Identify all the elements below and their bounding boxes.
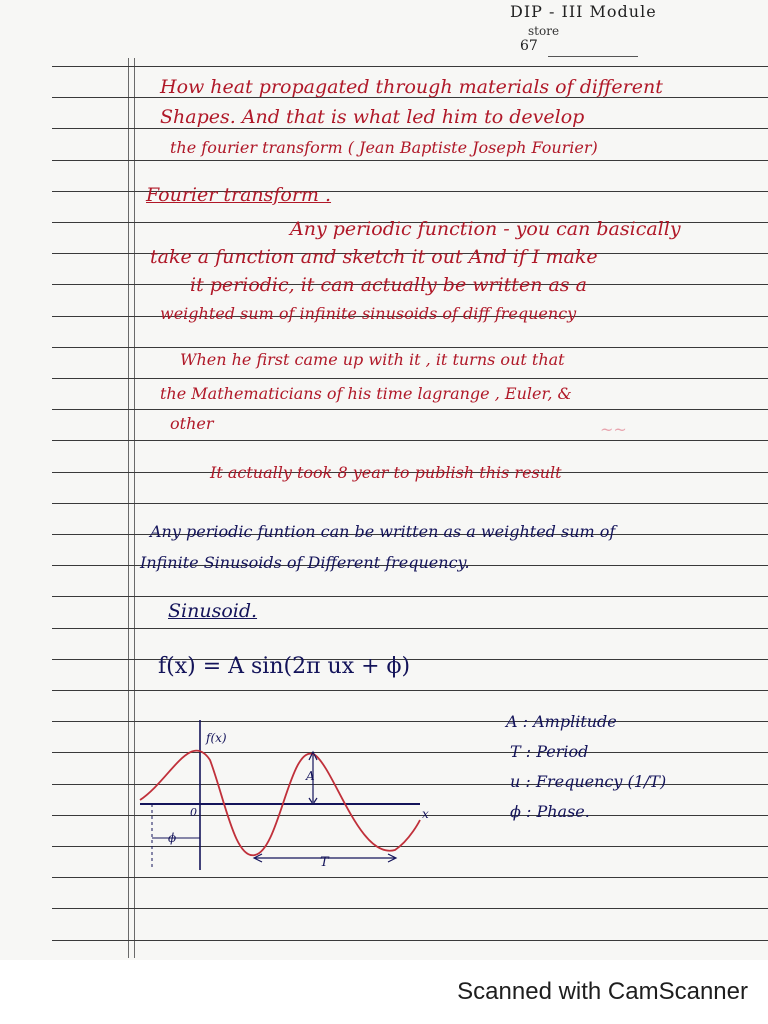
periodic-line-2: take a function and sketch it out And if I make xyxy=(150,246,598,268)
periodic-line-3: it periodic, it can actually be written as a xyxy=(190,274,587,296)
sinusoid-graph xyxy=(130,720,430,870)
header-underline xyxy=(548,56,638,57)
periodic-line-4: weighted sum of infinite sinusoids of diff frequency xyxy=(160,304,577,323)
legend-period: T : Period xyxy=(510,742,589,761)
x-axis-label: x xyxy=(422,807,429,821)
periodic-line-1: Any periodic function - you can basically xyxy=(290,218,681,240)
history-line-1: When he first came up with it , it turns out that xyxy=(180,350,565,369)
header-store: store xyxy=(528,24,560,38)
scanner-footer xyxy=(0,960,768,1024)
legend-phase: ϕ : Phase. xyxy=(510,802,590,821)
history-line-2: the Mathematicians of his time lagrange , Euler, & xyxy=(160,384,572,403)
ruled-line xyxy=(52,66,768,67)
header-page-number: 67 xyxy=(520,38,538,54)
ruled-line xyxy=(52,160,768,161)
ruled-line xyxy=(52,596,768,597)
ink-smudge: ~~ xyxy=(600,420,627,439)
origin-label: 0 xyxy=(190,806,197,819)
sine-curve xyxy=(140,751,420,856)
history-line-3: other xyxy=(170,414,214,433)
definition-line-1: Any periodic funtion can be written as a weighted sum of xyxy=(150,522,616,541)
legend-frequency: u : Frequency (1/T) xyxy=(510,772,667,791)
header-subject: DIP - III Module xyxy=(510,2,657,21)
sinusoid-title: Sinusoid. xyxy=(168,600,258,622)
ruled-line xyxy=(52,877,768,878)
definition-line-2: Infinite Sinusoids of Different frequency. xyxy=(140,553,470,572)
ruled-line xyxy=(52,347,768,348)
margin-line-left xyxy=(128,58,129,958)
amplitude-label: A xyxy=(306,769,315,783)
legend-amplitude: A : Amplitude xyxy=(506,712,617,731)
period-label: T xyxy=(320,855,329,870)
ruled-line xyxy=(52,409,768,410)
footer-text: Scanned with CamScanner xyxy=(457,978,748,1005)
ruled-line xyxy=(52,908,768,909)
ruled-line xyxy=(52,940,768,941)
section-title: Fourier transform . xyxy=(146,184,332,206)
ruled-line xyxy=(52,440,768,441)
phase-label: ϕ xyxy=(168,831,177,845)
ruled-line xyxy=(52,378,768,379)
ruled-line xyxy=(52,128,768,129)
intro-line-1: How heat propagated through materials of different xyxy=(160,76,663,98)
formula: f(x) = A sin(2π ux + ϕ) xyxy=(158,654,411,679)
intro-line-3: the fourier transform ( Jean Baptiste Joseph Fourier) xyxy=(170,138,598,157)
ruled-line xyxy=(52,690,768,691)
y-axis-label: f(x) xyxy=(206,731,227,745)
ruled-line xyxy=(52,503,768,504)
publish-line: It actually took 8 year to publish this result xyxy=(210,463,562,482)
ruled-line xyxy=(52,628,768,629)
intro-line-2: Shapes. And that is what led him to develop xyxy=(160,106,585,128)
